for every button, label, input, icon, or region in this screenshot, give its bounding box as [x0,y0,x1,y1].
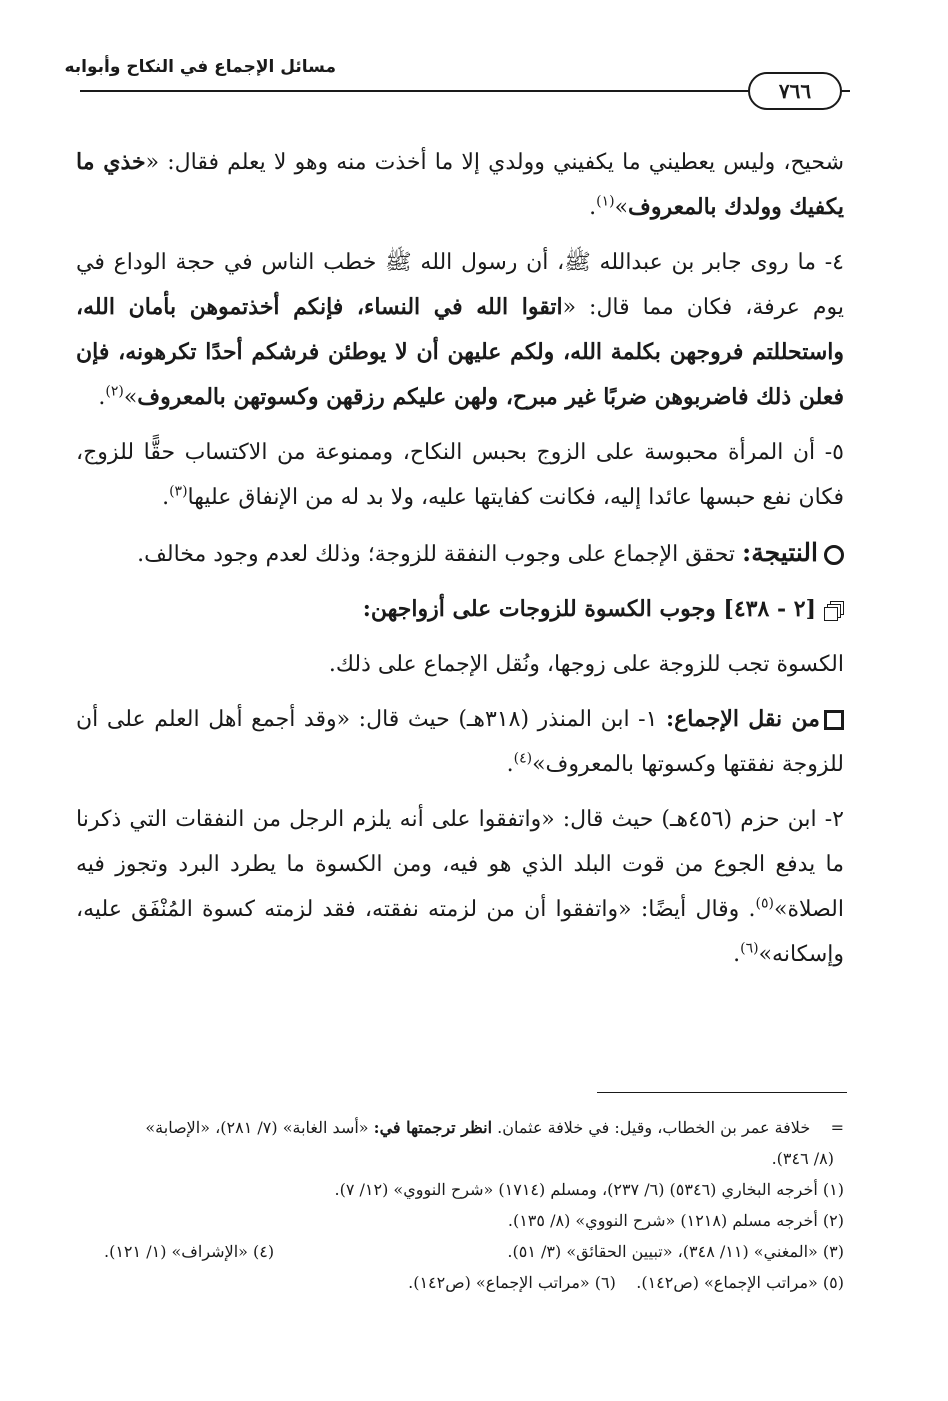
p6-text-b: . وقال أيضًا: «واتفقوا أن من لزمته نفقته، فقد لزمته كسوة المُنْفَق عليه، وإسكانه» [76,897,844,967]
paragraph-6 [76,797,844,977]
footnote-ref-3[interactable]: (٣) [169,483,188,500]
footnote-4: (٤) «الإشراف» (١/ ١٢١). [104,1242,275,1261]
section-heading [76,587,844,632]
result-paragraph [76,530,844,577]
footnote-ref-2[interactable]: (٢) [105,383,124,400]
continuation-text: خلافة عمر بن الخطاب، وقيل: في خلافة عثمان. [492,1118,811,1137]
quote-close: » [123,385,138,410]
period: . [733,942,741,967]
footnote-1: (١) أخرجه البخاري (٥٣٤٦) (٦/ ٢٣٧)، ومسلم (١٧١٤) «شرح النووي» (١٢/ ٧). [334,1180,844,1199]
paragraph-4 [76,642,844,687]
header-rule [80,90,850,92]
footnote-continuation [76,1112,844,1143]
page-number-badge [748,72,842,110]
paragraph-2 [76,240,844,420]
running-title: مسائل الإجماع في النكاح وأبوابه [64,57,336,77]
hadith-quote: اتقوا الله في النساء، فإنكم أخذتموهن بأمان الله، واستحللتم فروجهن بكلمة الله، ولكم عليهن أن لا يوطئن فرشكم أحدًا تكرهونه، فإن فعلن ذلك فاضربوهن ضربًا غير مبرح، ولهن عليكم رزقهن وكسوتهن بالمعروف [76,294,844,410]
quote-close: » [614,195,629,220]
footnote-6: (٦) «مراتب الإجماع» (ص١٤٢). [408,1273,616,1292]
footnote-5: (٥) «مراتب الإجماع» (ص١٤٢). [636,1273,844,1292]
continuation-text-c: (٨/ ٣٤٦). [771,1149,834,1168]
p1-text: شحيح، وليس يعطيني ما يكفيني وولدي إلا ما أخذت منه وهو لا يعلم فقال: « [145,150,845,175]
footnotes [76,1112,844,1298]
main-text [76,140,844,987]
p2-text: ٤- ما روى جابر بن عبدالله ﷺ، أن رسول الله ﷺ خطب الناس في حجة الوداع في يوم عرفة، فكان مما قال: « [76,250,844,320]
footnote-continuation-2 [76,1143,844,1174]
hadith-quote: خذي ما يكفيك وولدك بالمعروف [76,149,844,220]
footnote-row-3-4 [76,1236,844,1267]
square-bullet-icon [824,710,844,730]
period: . [506,752,514,777]
footnote-row-5-6 [76,1267,844,1298]
continuation-bold: انظر ترجمتها في: [373,1118,493,1137]
period: . [162,485,170,510]
footnote-ref-6[interactable]: (٦) [740,940,759,957]
page-number: ٧٦٦ [778,79,812,103]
p6-text-a: ٢- ابن حزم (٤٥٦هـ) حيث قال: «واتفقوا على أنه يلزم الرجل من النفقات التي ذكرنا ما يدفع الجوع من قوت البلد الذي هو فيه، ومن الكسوة ما يطرد البرد وتجوز فيه الصلاة» [76,807,844,922]
footnote-ref-5[interactable]: (٥) [755,895,774,912]
result-label: النتيجة: [742,538,818,567]
result-text: تحقق الإجماع على وجوب النفقة للزوجة؛ وذلك لعدم وجود مخالف. [137,542,743,567]
stacked-pages-icon [826,601,844,619]
footnote-ref-4[interactable]: (٤) [513,750,533,767]
paragraph-5 [76,697,844,787]
period: . [589,195,597,220]
p5-text: ١- ابن المنذر (٣١٨هـ) حيث قال: «وقد أجمع أهل العلم على أن للزوجة نفقتها وكسوتها بالمعروف» [76,707,844,777]
p3-text: ٥- أن المرأة محبوسة على الزوج بحبس النكاح، وممنوعة من الاكتساب حقًّا للزوج، فكان نفع حبسها عائدا إليه، فكانت كفايتها عليه، ولا بد له من الإنفاق عليها [76,440,844,510]
continuation-text-b: «أسد الغابة» (٧/ ٢٨١)، «الإصابة» [145,1118,374,1137]
circle-bullet-icon [824,545,844,565]
continuation-marker: = [830,1118,844,1137]
p4-text: الكسوة تجب للزوجة على زوجها، ونُقل الإجماع على ذلك. [328,652,844,677]
paragraph-1 [76,140,844,230]
paragraph-3 [76,430,844,520]
source-label: من نقل الإجماع: [666,706,820,732]
footnote-ref-1[interactable]: (١) [596,193,615,210]
footnote-separator [597,1092,847,1093]
footnote-3: (٣) «المغني» (١١/ ٣٤٨)، «تبيين الحقائق» (٣/ ٥١). [507,1242,844,1261]
footnote-2: (٢) أخرجه مسلم (١٢١٨) «شرح النووي» (٨/ ١٣٥). [507,1211,844,1230]
period: . [98,385,106,410]
section-heading-text: [٢ - ٤٣٨] وجوب الكسوة للزوجات على أزواجهن: [362,596,816,622]
